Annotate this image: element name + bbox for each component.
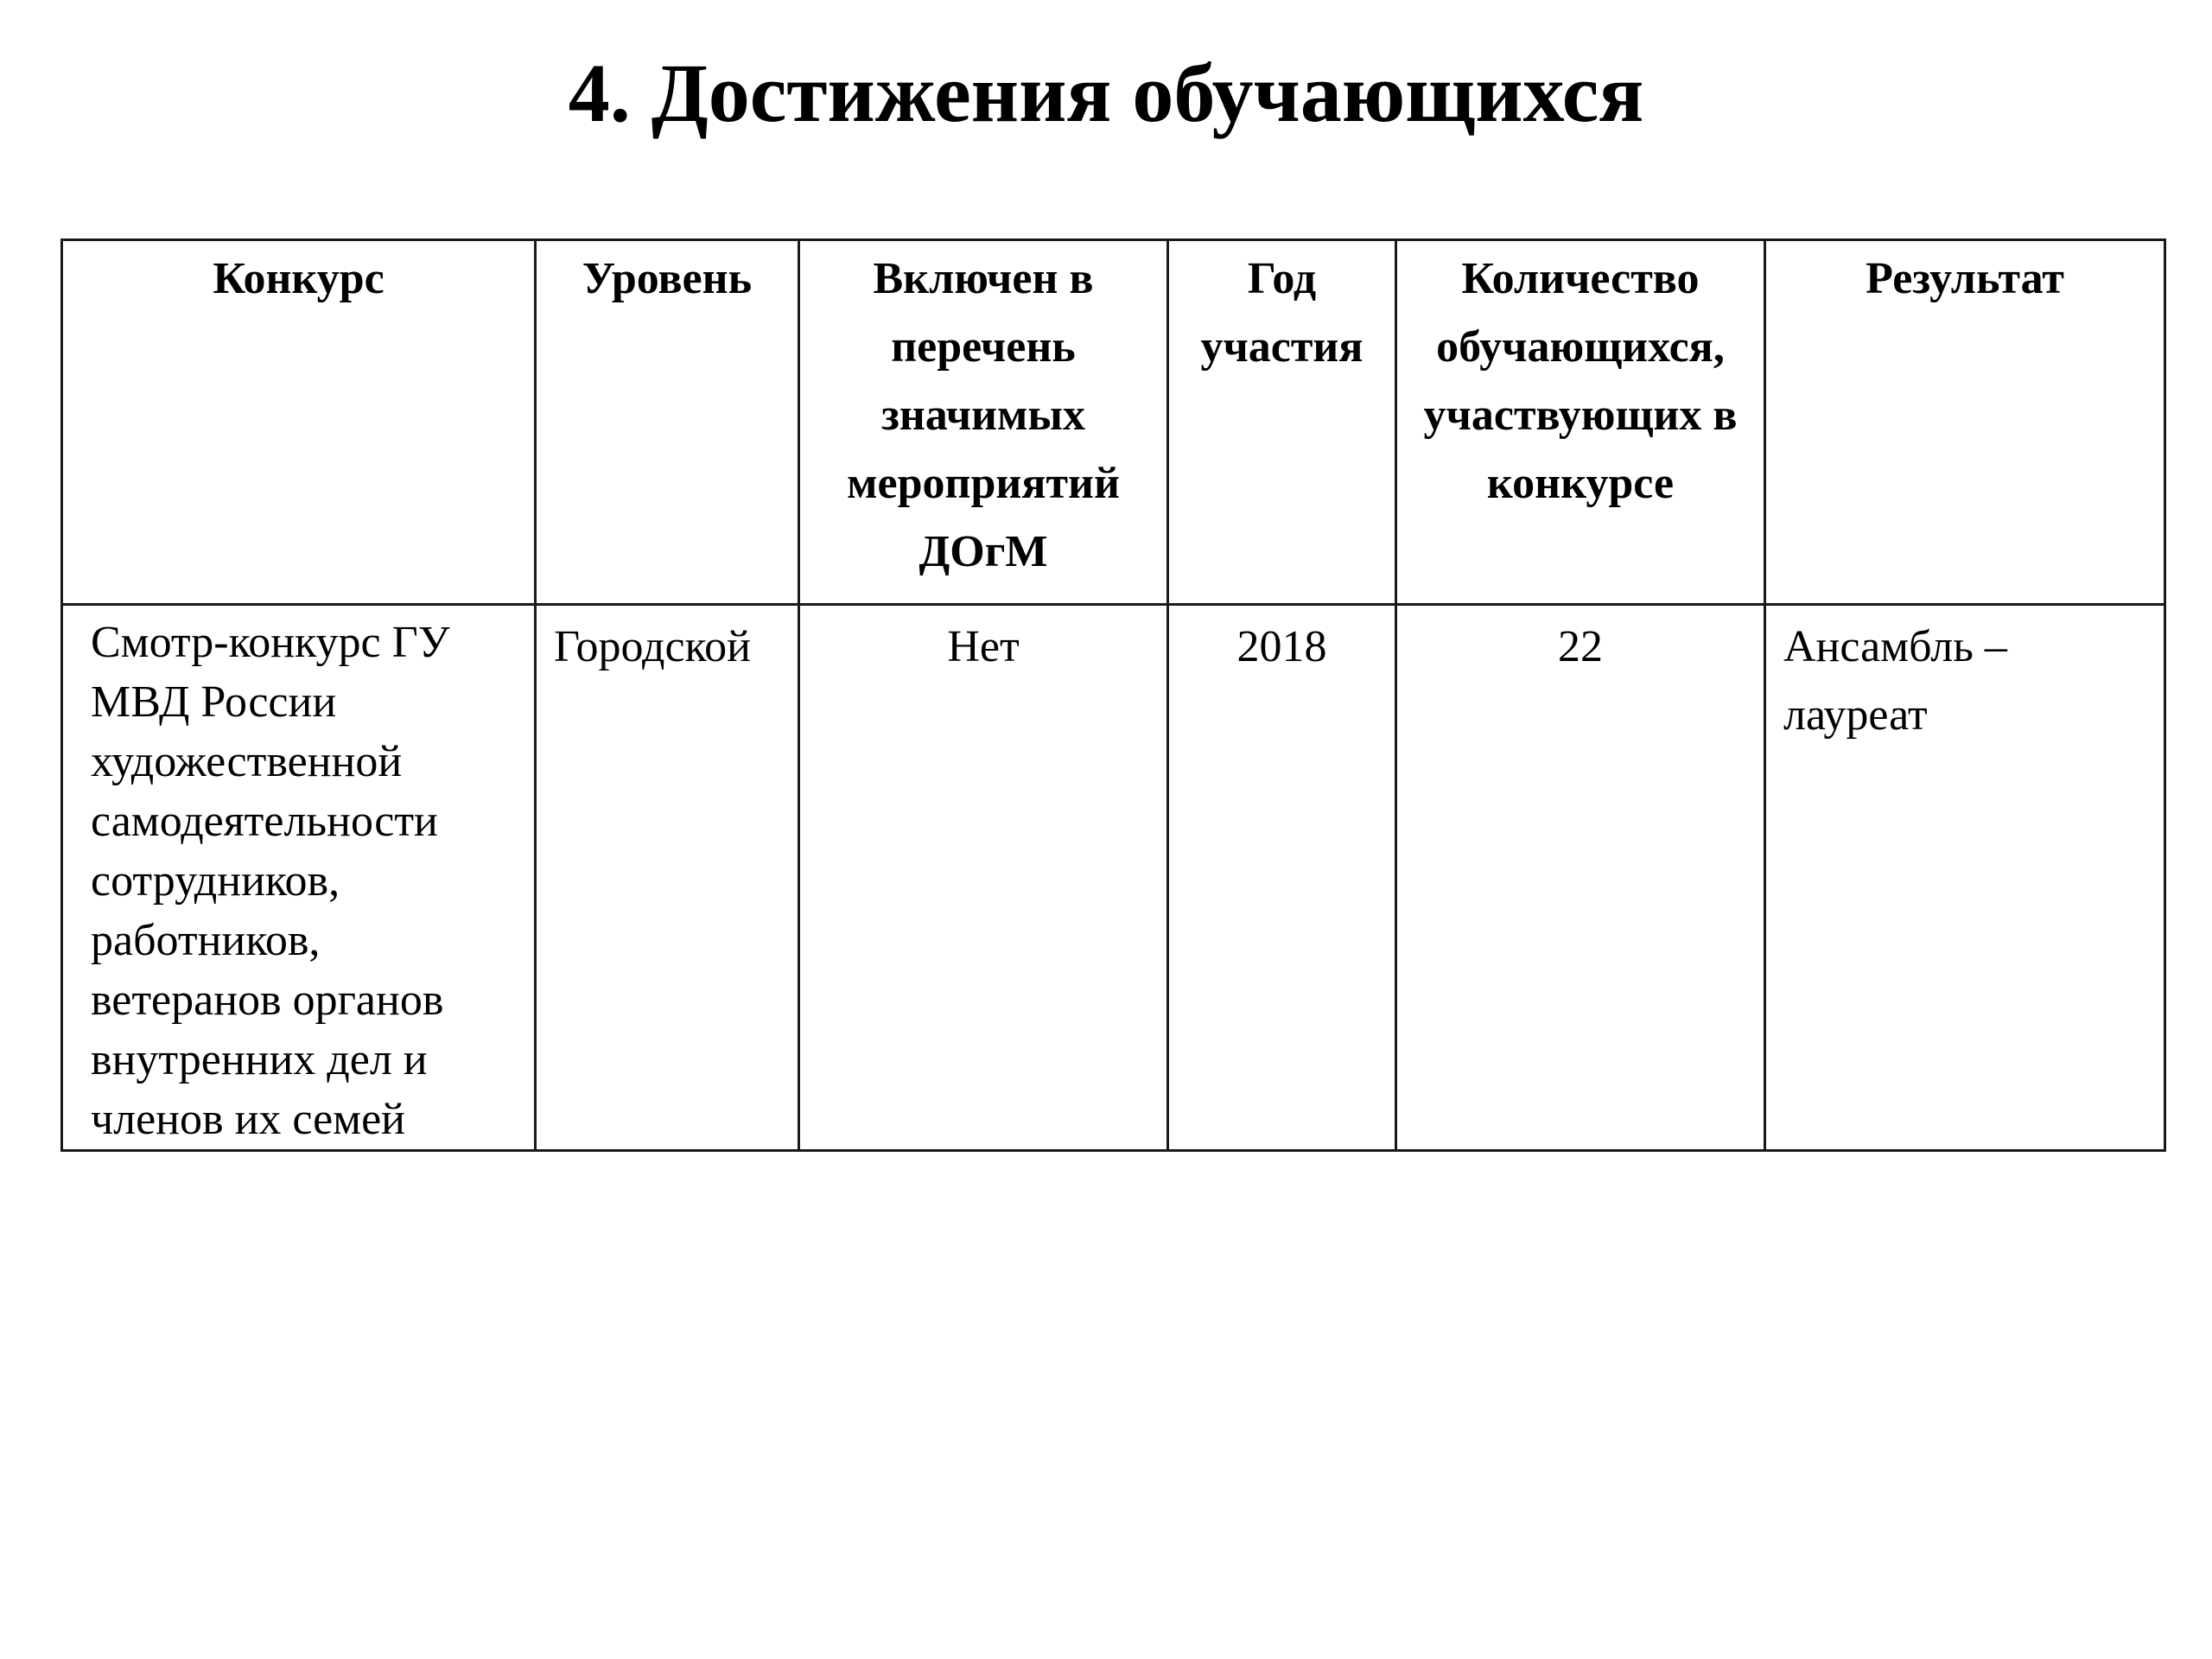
table-header-row: [62, 240, 2165, 605]
cell-participants: 22: [1396, 605, 1765, 1151]
header-contest: Конкурс: [62, 240, 536, 605]
header-result: Результат: [1765, 240, 2165, 605]
cell-year: 2018: [1168, 605, 1396, 1151]
cell-included: Нет: [799, 605, 1168, 1151]
header-included: Включен в перечень значимых мероприятий ДОгМ: [799, 240, 1168, 605]
achievements-table: [60, 238, 2166, 1152]
cell-contest: Смотр-конкурс ГУ МВД России художественной самодеятельности сотрудников, работников, ветеранов органов внутренних дел и членов их семей: [62, 605, 536, 1151]
table-row: [62, 605, 2165, 1151]
cell-level: Городской: [536, 605, 799, 1151]
cell-result: Ансамбль – лауреат: [1765, 605, 2165, 1151]
header-participants: Количество обучающихся, участвующих в конкурсе: [1396, 240, 1765, 605]
header-year: Год участия: [1168, 240, 1396, 605]
slide-title: 4. Достижения обучающихся: [568, 47, 1644, 139]
header-level: Уровень: [536, 240, 799, 605]
